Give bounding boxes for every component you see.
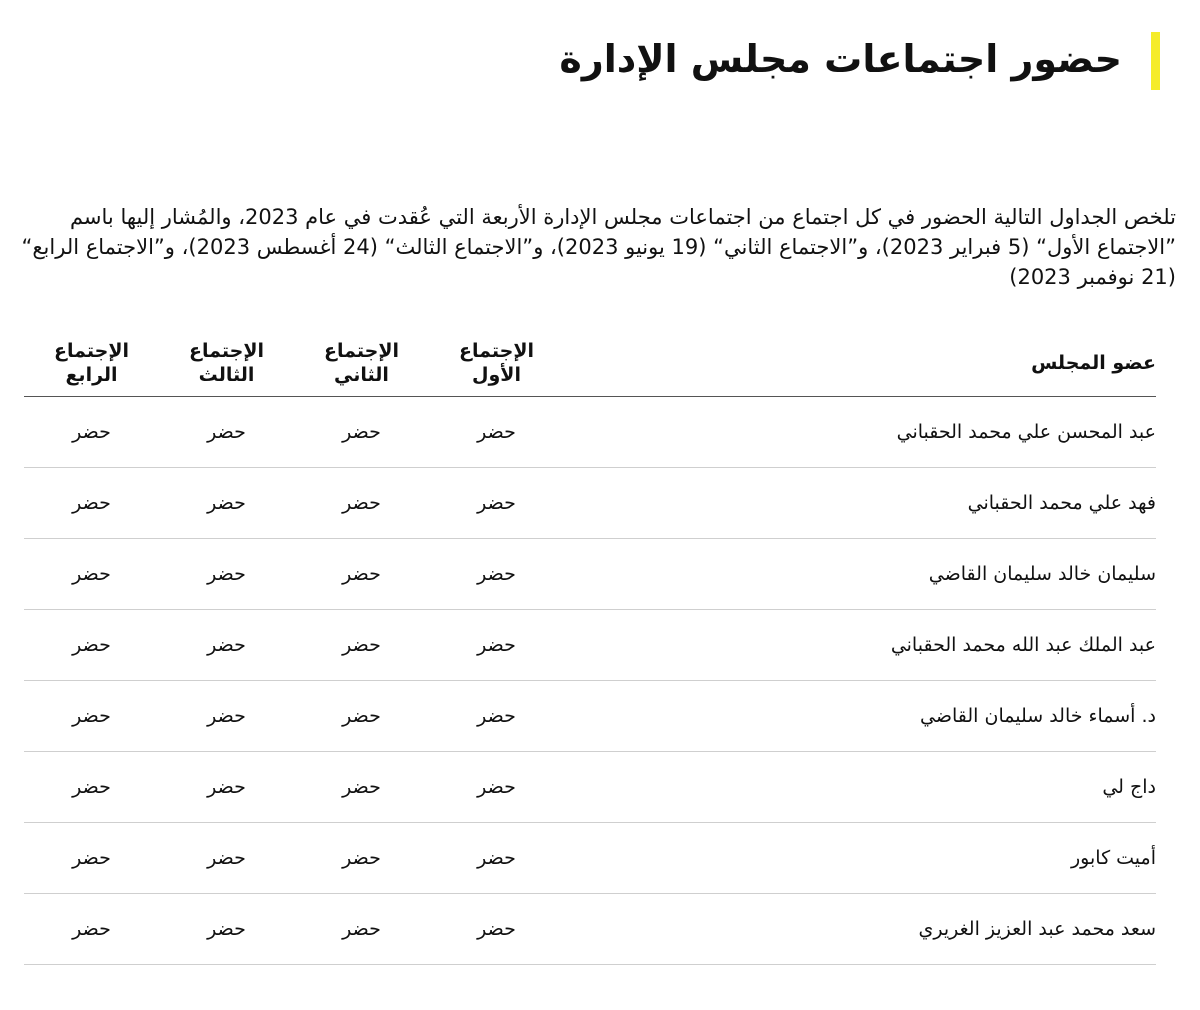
attendance-third: حضر: [159, 894, 294, 965]
attendance-third: حضر: [159, 681, 294, 752]
attendance-second: حضر: [294, 539, 429, 610]
header-first-meeting-label: الإجتماع الأول: [459, 340, 534, 386]
attendance-first: حضر: [429, 823, 564, 894]
attendance-third: حضر: [159, 752, 294, 823]
attendance-first: حضر: [429, 397, 564, 468]
attendance-third: حضر: [159, 468, 294, 539]
table-row: [24, 539, 1156, 610]
attendance-second: حضر: [294, 610, 429, 681]
attendance-table: [24, 330, 1156, 965]
attendance-second: حضر: [294, 397, 429, 468]
attendance-fourth: حضر: [24, 894, 159, 965]
attendance-fourth: حضر: [24, 610, 159, 681]
attendance-second: حضر: [294, 894, 429, 965]
member-name: فهد علي محمد الحقباني: [564, 468, 1156, 539]
header-second-meeting-label: الإجتماع الثاني: [324, 340, 399, 386]
table-row: [24, 894, 1156, 965]
table-header-row: [24, 330, 1156, 397]
intro-paragraph: تلخص الجداول التالية الحضور في كل اجتماع من اجتماعات مجلس الإدارة الأربعة التي عُقدت في عام 2023، والمُشار إليها باسم ”الاجتماع الأول“ (5 فبراير 2023)، و”الاجتماع الثاني“ (19 يونيو 2023)، و”الاجتماع الثالث“ (24 أغسطس 2023)، و”الاجتماع الرابع“ (21 نوفمبر 2023): [21, 205, 1176, 289]
header-second-meeting: [294, 330, 429, 397]
member-name: عبد المحسن علي محمد الحقباني: [564, 397, 1156, 468]
header-fourth-meeting-label: الإجتماع الرابع: [54, 340, 129, 386]
attendance-first: حضر: [429, 468, 564, 539]
attendance-second: حضر: [294, 681, 429, 752]
attendance-second: حضر: [294, 468, 429, 539]
attendance-third: حضر: [159, 539, 294, 610]
table-row: [24, 610, 1156, 681]
member-name: سعد محمد عبد العزيز الغريري: [564, 894, 1156, 965]
table-row: [24, 397, 1156, 468]
attendance-first: حضر: [429, 539, 564, 610]
attendance-first: حضر: [429, 894, 564, 965]
header-member: عضو المجلس: [564, 330, 1156, 397]
header-third-meeting: [159, 330, 294, 397]
member-name: أميت كابور: [564, 823, 1156, 894]
attendance-fourth: حضر: [24, 752, 159, 823]
member-name: د. أسماء خالد سليمان القاضي: [564, 681, 1156, 752]
table-row: [24, 681, 1156, 752]
attendance-first: حضر: [429, 610, 564, 681]
table-row: [24, 468, 1156, 539]
page-title: حضور اجتماعات مجلس الإدارة: [559, 37, 1122, 81]
attendance-second: حضر: [294, 823, 429, 894]
member-name: داج لي: [564, 752, 1156, 823]
attendance-fourth: حضر: [24, 539, 159, 610]
header-first-meeting: [429, 330, 564, 397]
member-name: عبد الملك عبد الله محمد الحقباني: [564, 610, 1156, 681]
attendance-fourth: حضر: [24, 823, 159, 894]
table-row: [24, 823, 1156, 894]
attendance-third: حضر: [159, 397, 294, 468]
attendance-fourth: حضر: [24, 397, 159, 468]
attendance-first: حضر: [429, 681, 564, 752]
attendance-fourth: حضر: [24, 468, 159, 539]
header-fourth-meeting: [24, 330, 159, 397]
table-row: [24, 752, 1156, 823]
attendance-third: حضر: [159, 823, 294, 894]
attendance-fourth: حضر: [24, 681, 159, 752]
member-name: سليمان خالد سليمان القاضي: [564, 539, 1156, 610]
attendance-first: حضر: [429, 752, 564, 823]
header-third-meeting-label: الإجتماع الثالث: [189, 340, 264, 386]
attendance-third: حضر: [159, 610, 294, 681]
attendance-second: حضر: [294, 752, 429, 823]
title-accent-bar: [1151, 32, 1160, 90]
